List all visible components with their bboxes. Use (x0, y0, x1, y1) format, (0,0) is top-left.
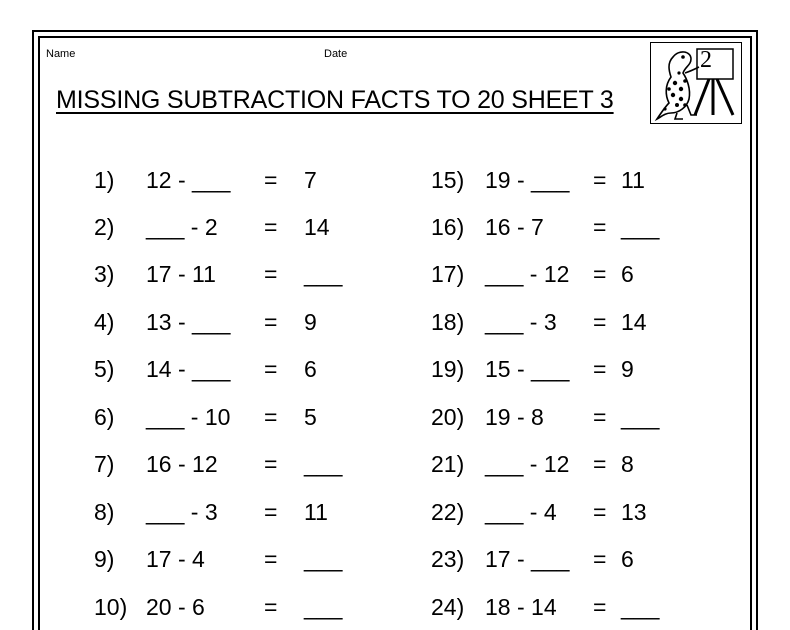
problem-number: 16) (431, 214, 465, 240)
problem-expression: ___ - 10 (146, 404, 231, 430)
equals-sign: = (264, 309, 278, 335)
name-label: Name (46, 48, 76, 60)
equals-sign: = (593, 594, 607, 620)
problem-expression: ___ - 4 (485, 499, 557, 525)
problem-expression: 17 - 11 (146, 261, 216, 287)
problem-expression: 14 - ___ (146, 356, 231, 382)
problem-expression: ___ - 12 (485, 261, 570, 287)
problem-number: 9) (94, 546, 115, 572)
equals-sign: = (593, 261, 607, 287)
problem-number: 21) (431, 451, 465, 477)
problem-answer: 9 (621, 356, 634, 382)
problem-expression: ___ - 3 (146, 499, 218, 525)
problem-expression: ___ - 3 (485, 309, 557, 335)
problem-answer: 7 (304, 167, 317, 193)
problem-number: 2) (94, 214, 115, 240)
problem-expression: 17 - 4 (146, 546, 205, 572)
logo (650, 42, 742, 124)
equals-sign: = (593, 309, 607, 335)
equals-sign: = (593, 546, 607, 572)
problem-answer: 14 (621, 309, 647, 335)
equals-sign: = (264, 546, 278, 572)
problem-answer: 9 (304, 309, 317, 335)
problem-expression: 19 - ___ (485, 167, 570, 193)
problem-answer: 6 (621, 546, 634, 572)
equals-sign: = (264, 214, 278, 240)
problem-expression: 13 - ___ (146, 309, 231, 335)
equals-sign: = (264, 404, 278, 430)
problem-number: 10) (94, 594, 128, 620)
equals-sign: = (593, 404, 607, 430)
equals-sign: = (593, 167, 607, 193)
problem-answer: 11 (304, 499, 328, 525)
equals-sign: = (264, 261, 278, 287)
problem-expression: ___ - 2 (146, 214, 218, 240)
equals-sign: = (593, 356, 607, 382)
equals-sign: = (593, 499, 607, 525)
problem-answer: 14 (304, 214, 330, 240)
equals-sign: = (593, 451, 607, 477)
problem-number: 5) (94, 356, 115, 382)
problem-number: 20) (431, 404, 465, 430)
problem-expression: 17 - ___ (485, 546, 570, 572)
problem-number: 6) (94, 404, 115, 430)
problem-answer: ___ (621, 404, 660, 430)
equals-sign: = (264, 451, 278, 477)
problem-expression: 12 - ___ (146, 167, 231, 193)
problem-answer: ___ (304, 451, 343, 477)
problem-number: 23) (431, 546, 465, 572)
equals-sign: = (264, 356, 278, 382)
problem-answer: 6 (304, 356, 317, 382)
problem-number: 7) (94, 451, 115, 477)
problem-answer: ___ (621, 214, 660, 240)
problem-answer: 6 (621, 261, 634, 287)
problem-expression: 15 - ___ (485, 356, 570, 382)
problem-answer: ___ (621, 594, 660, 620)
worksheet-title: MISSING SUBTRACTION FACTS TO 20 SHEET 3 (56, 86, 614, 114)
logo-digit: 2 (700, 47, 712, 73)
problem-expression: 18 - 14 (485, 594, 557, 620)
problem-expression: 19 - 8 (485, 404, 544, 430)
problem-number: 22) (431, 499, 465, 525)
problem-answer: ___ (304, 546, 343, 572)
problem-expression: 16 - 7 (485, 214, 544, 240)
problem-number: 15) (431, 167, 465, 193)
problem-number: 24) (431, 594, 465, 620)
problem-answer: 5 (304, 404, 317, 430)
problem-number: 19) (431, 356, 465, 382)
problem-expression: ___ - 12 (485, 451, 570, 477)
problem-number: 3) (94, 261, 115, 287)
problem-number: 17) (431, 261, 465, 287)
equals-sign: = (264, 594, 278, 620)
problem-number: 18) (431, 309, 465, 335)
dinosaur-icon (651, 43, 743, 125)
problem-answer: 13 (621, 499, 647, 525)
problem-answer: ___ (304, 594, 343, 620)
problem-answer: 11 (621, 167, 645, 193)
problem-answer: ___ (304, 261, 343, 287)
problem-expression: 16 - 12 (146, 451, 218, 477)
problem-number: 4) (94, 309, 115, 335)
equals-sign: = (593, 214, 607, 240)
problem-number: 1) (94, 167, 115, 193)
problem-answer: 8 (621, 451, 634, 477)
equals-sign: = (264, 167, 278, 193)
date-label: Date (324, 48, 348, 60)
problem-number: 8) (94, 499, 115, 525)
equals-sign: = (264, 499, 278, 525)
problem-expression: 20 - 6 (146, 594, 205, 620)
